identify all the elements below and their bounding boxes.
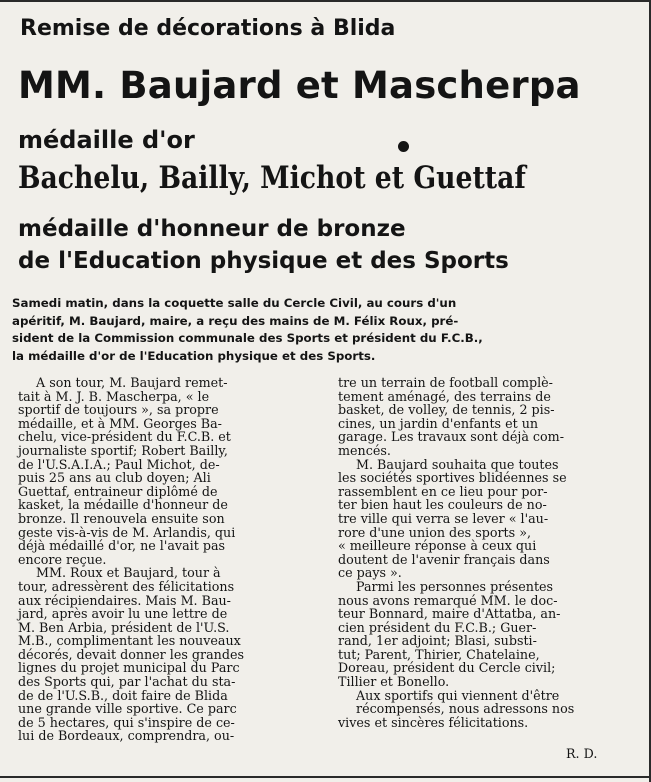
column-line: tut; Parent, Thirier, Chatelaine, [338, 646, 540, 662]
subheadline-names: Bachelu, Bailly, Michot et Guettaf [18, 160, 526, 196]
lead-line: Samedi matin, dans la coquette salle du Cercle Civil, au cours d'un [12, 296, 457, 310]
column-line: nous avons remarqué MM. le doc- [338, 592, 558, 608]
column-line: rand, 1er adjoint; Blasi, substi- [338, 633, 537, 649]
column-line: Guettaf, entraineur diplômé de [18, 483, 218, 499]
left-column [18, 376, 318, 743]
column-line: jard, après avoir lu une lettre de [18, 606, 228, 622]
lead-paragraph [12, 295, 636, 365]
column-line: tait à M. J. B. Mascherpa, « le [18, 388, 210, 404]
column-line: décorés, devait donner les grandes [18, 646, 244, 662]
column-line: médaille, et à MM. Georges Ba- [18, 415, 222, 431]
column-line: puis 25 ans au club doyen; Ali [18, 470, 211, 486]
lead-line: la médaille d'or de l'Education physique et des Sports. [12, 348, 376, 363]
column-line: doutent de l'avenir français dans [338, 551, 550, 567]
column-line: récompensés, nous adressons nos [356, 701, 575, 717]
column-line: journaliste sportif; Robert Bailly, [18, 442, 228, 458]
column-line: rassemblent en ce lieu pour por- [338, 483, 548, 499]
column-line: Parmi les personnes présentes [356, 578, 554, 594]
column-line: de 5 hectares, qui s'inspire de ce- [18, 714, 235, 730]
column-line: M. Baujard souhaita que toutes [356, 456, 559, 472]
column-line: aux récipiendaires. Mais M. Bau- [18, 592, 231, 608]
subheadline-education: de l'Education physique et des Sports [18, 248, 509, 274]
column-line: cines, un jardin d'enfants et un [338, 415, 539, 431]
column-line: teur Bonnard, maire d'Attatba, an- [338, 606, 561, 622]
column-line: lui de Bordeaux, comprendra, ou- [18, 728, 235, 744]
subheadline-gold-medal: médaille d'or [18, 126, 195, 154]
column-line: sportif de toujours », sa propre [18, 402, 219, 418]
bottom-border [0, 776, 651, 778]
column-line: garage. Les travaux sont déjà com- [338, 429, 564, 445]
lead-line: apéritif, M. Baujard, maire, a reçu des mains de M. Félix Roux, pré- [12, 313, 459, 328]
column-line: lignes du projet municipal du Parc [18, 660, 240, 676]
kicker-headline: Remise de décorations à Blida [20, 16, 396, 41]
column-line: tement aménagé, des terrains de [338, 388, 551, 404]
column-line: encore reçue. [18, 551, 107, 567]
column-line: kasket, la médaille d'honneur de [18, 497, 228, 513]
column-line: les sociétés sportives blidéennes se [338, 470, 567, 486]
column-line: tour, adressèrent des félicitations [18, 578, 235, 594]
column-line: une grande ville sportive. Ce parc [18, 701, 237, 717]
column-line: M. Ben Arbia, président de l'U.S. [18, 619, 230, 635]
column-line: Doreau, président du Cercle civil; [338, 660, 556, 676]
signature: R. D. [566, 746, 598, 761]
column-line: déjà médaillé d'or, ne l'avait pas [18, 538, 226, 554]
column-line: vives et sincères félicitations. [338, 714, 529, 730]
column-line: tre un terrain de football complè- [338, 375, 553, 390]
column-line: Aux sportifs qui viennent d'être [356, 687, 560, 703]
lead-line: sident de la Commission communale des Sports et président du F.C.B., [12, 331, 483, 345]
column-line: chelu, vice-président du F.C.B. et [18, 429, 231, 445]
column-line: tre ville qui verra se lever « l'au- [338, 510, 549, 526]
column-line: cien président du F.C.B.; Guer- [338, 619, 537, 635]
column-line: mencés. [338, 442, 391, 458]
column-line: « meilleure réponse à ceux qui [338, 538, 537, 554]
top-border [0, 0, 651, 2]
column-line: geste vis-à-vis de M. Arlandis, qui [18, 524, 236, 540]
column-line: ce pays ». [338, 565, 402, 581]
right-column [338, 376, 638, 729]
column-line: A son tour, M. Baujard remet- [36, 375, 228, 390]
subheadline-bronze-medal: médaille d'honneur de bronze [18, 216, 406, 242]
column-line: ter bien haut les couleurs de no- [338, 497, 547, 513]
column-line: rore d'une union des sports », [338, 524, 531, 540]
column-line: basket, de volley, de tennis, 2 pis- [338, 402, 555, 418]
main-headline: MM. Baujard et Mascherpa [18, 64, 581, 107]
column-line: de l'U.S.A.I.A.; Paul Michot, de- [18, 456, 220, 472]
column-line: MM. Roux et Baujard, tour à [36, 565, 221, 581]
column-line: de de l'U.S.B., doit faire de Blida [18, 687, 228, 703]
column-line: des Sports qui, par l'achat du sta- [18, 674, 236, 690]
column-line: bronze. Il renouvela ensuite son [18, 510, 225, 526]
column-line: Tillier et Bonello. [338, 674, 450, 690]
bullet-dot [398, 141, 409, 152]
column-line: M.B., complimentant les nouveaux [18, 633, 241, 649]
